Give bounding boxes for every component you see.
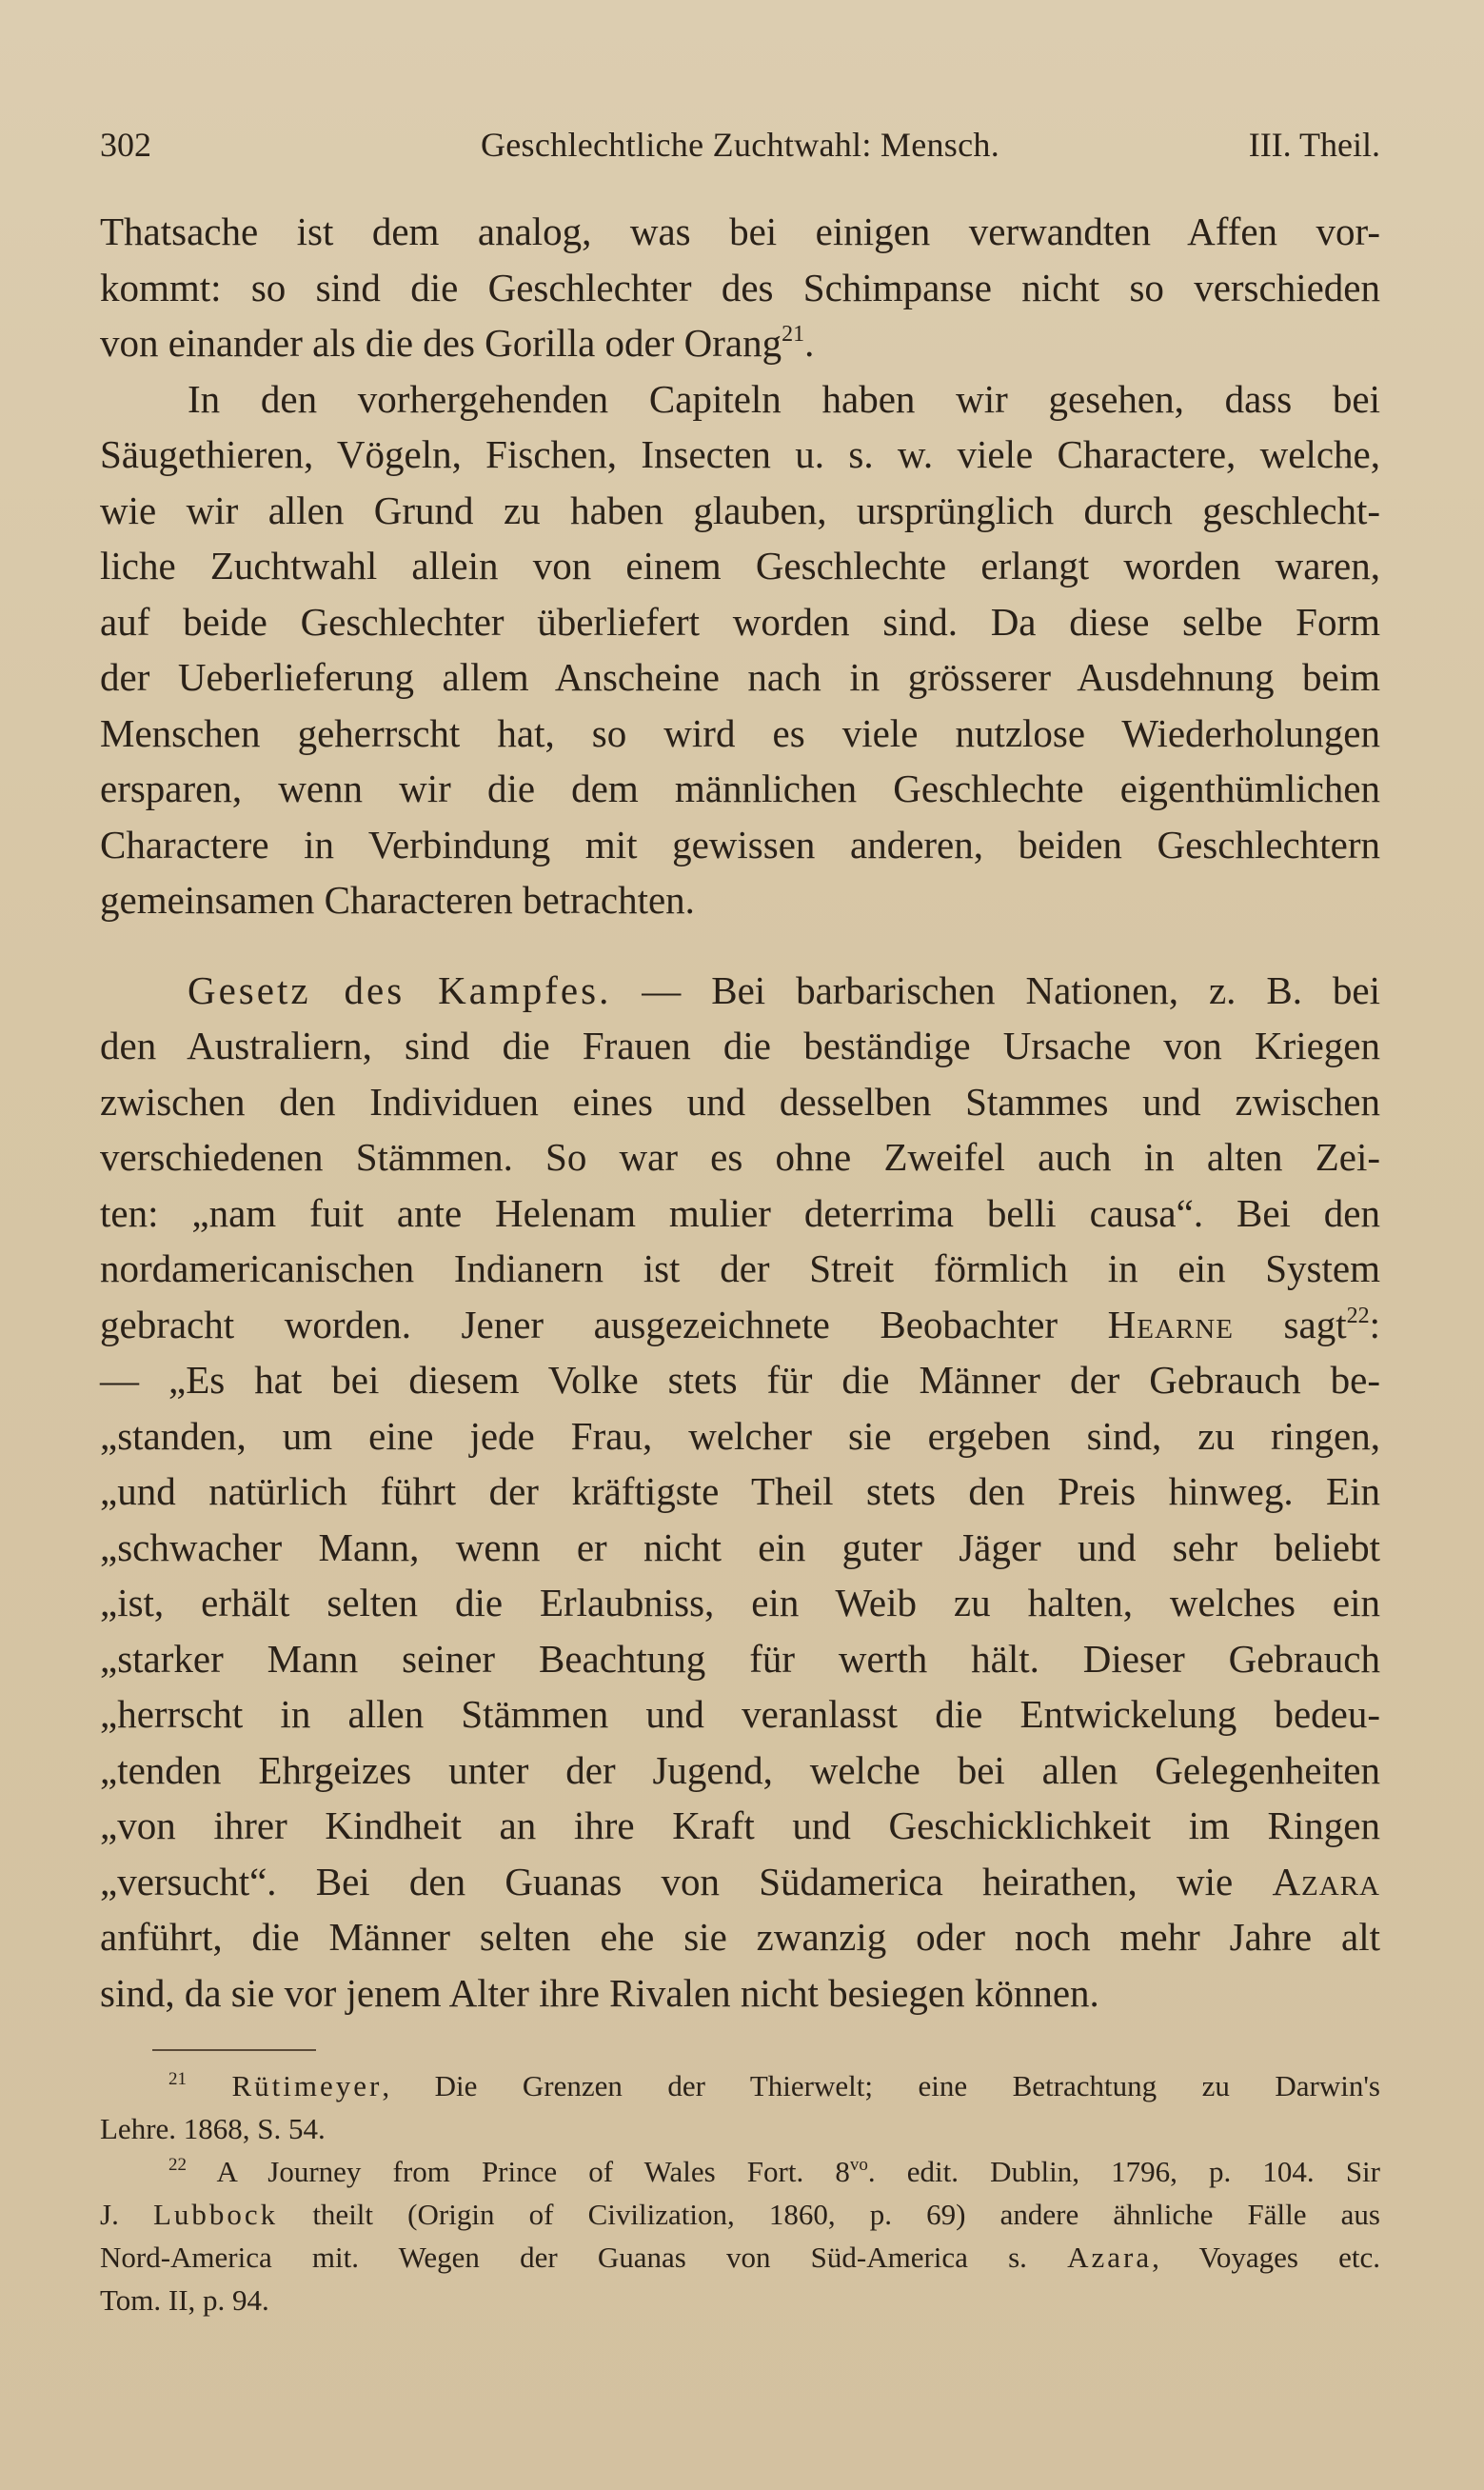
text-line: von einander als die des Gorilla oder Orang$^{21}$. bbox=[100, 321, 815, 365]
text-line: der Ueberlieferung allem Anscheine nach in grösserer Ausdehnung beim bbox=[100, 655, 1380, 699]
text-line: ten: „nam fuit ante Helenam mulier deterrima belli causa“. Bei den bbox=[100, 1190, 1380, 1235]
footnote-21 bbox=[100, 2064, 1380, 2150]
text-line: Charactere in Verbindung mit gewissen anderen, beiden Geschlechtern bbox=[100, 822, 1380, 867]
text-line: „von ihrer Kindheit an ihre Kraft und Geschicklichkeit im Ringen bbox=[100, 1803, 1380, 1847]
text-line: „starker Mann seiner Beachtung für werth hält. Dieser Gebrauch bbox=[100, 1636, 1380, 1681]
text-line: In den vorhergehenden Capiteln haben wir gesehen, dass bei bbox=[188, 376, 1380, 421]
author-name: Rütimeyer bbox=[231, 2069, 383, 2102]
text-line: verschiedenen Stämmen. So war es ohne Zweifel auch in alten Zei- bbox=[100, 1135, 1380, 1179]
footnote-line: Tom. II, p. 94. bbox=[100, 2283, 269, 2317]
section-heading: Gesetz des Kampfes. bbox=[188, 967, 612, 1012]
running-header bbox=[100, 122, 1380, 168]
footnote-rule bbox=[152, 2049, 316, 2051]
text-line: auf beide Geschlechter überliefert worden sind. Da diese selbe Form bbox=[100, 599, 1380, 644]
text-line: „schwacher Mann, wenn er nicht ein guter Jäger und sehr beliebt bbox=[100, 1524, 1380, 1569]
text-line: sind, da sie vor jenem Alter ihre Rivalen nicht besiegen können. bbox=[100, 1970, 1099, 2015]
text-line: Gesetz des Kampfes. — Bei barbarischen Nationen, z. B. bei bbox=[188, 967, 1380, 1012]
page-number: 302 bbox=[100, 126, 151, 164]
text-line: zwischen den Individuen eines und desselben Stammes und zwischen bbox=[100, 1079, 1380, 1124]
footnote-line: J. Lubbock theilt (Origin of Civilization, 1860, p. 69) andere ähnliche Fälle aus bbox=[100, 2198, 1380, 2231]
paragraph-2 bbox=[100, 371, 1380, 928]
text-line: gemeinsamen Characteren betrachten. bbox=[100, 878, 695, 922]
author-name: Hearne bbox=[1107, 1302, 1234, 1346]
text-line: „herrscht in allen Stämmen und veranlasst die Entwickelung bedeu- bbox=[100, 1692, 1380, 1736]
footnote-marker: 21 bbox=[168, 2069, 187, 2089]
text-line: — „Es hat bei diesem Volke stets für die Männer der Gebrauch be- bbox=[100, 1358, 1380, 1402]
text-line: kommt: so sind die Geschlechter des Schimpanse nicht so verschieden bbox=[100, 265, 1380, 309]
text-line: Thatsache ist dem analog, was bei einigen verwandten Affen vor- bbox=[100, 209, 1380, 253]
text-line: „ist, erhält selten die Erlaubniss, ein Weib zu halten, welches ein bbox=[100, 1581, 1380, 1624]
footnote-line: $^{22}$ A Journey from Prince of Wales Fort. $8^{vo}$. edit. Dublin, 1796, p. 104. Sir bbox=[168, 2155, 1380, 2188]
text-line: Menschen geherrscht hat, so wird es viele nutzlose Wiederholungen bbox=[100, 710, 1380, 755]
author-name: Azara bbox=[1272, 1859, 1380, 1903]
footnote-line: Nord-America mit. Wegen der Guanas von Süd-America s. Azara, Voyages etc. bbox=[100, 2241, 1381, 2274]
text-line: wie wir allen Grund zu haben glauben, ursprünglich durch geschlecht- bbox=[100, 488, 1380, 532]
part-label: III. Theil. bbox=[1248, 126, 1380, 164]
footnote-22 bbox=[100, 2150, 1380, 2321]
footnote-marker: 22 bbox=[168, 2155, 187, 2175]
footnote-ref-21: 21 bbox=[782, 322, 805, 347]
footnote-line: $^{21}$ Rütimeyer, Die Grenzen der Thierwelt; eine Betrachtung zu Darwin's bbox=[168, 2069, 1380, 2102]
text-line: „versucht“. Bei den Guanas von Südamerica heirathen, wie Azara bbox=[100, 1859, 1380, 1903]
author-name: Azara bbox=[1067, 2241, 1153, 2274]
footnote-line: Lehre. 1868, S. 54. bbox=[100, 2112, 326, 2145]
paragraph-3 bbox=[100, 963, 1380, 2022]
text-line: Säugethieren, Vögeln, Fischen, Insecten u. s. w. viele Charactere, welche, bbox=[100, 432, 1380, 476]
text-line: nordamericanischen Indianern ist der Streit förmlich in ein System bbox=[100, 1246, 1380, 1290]
paragraph-1 bbox=[100, 204, 1380, 371]
footnote-ref-22: 22 bbox=[1346, 1303, 1370, 1328]
running-title: Geschlechtliche Zuchtwahl: Mensch. bbox=[480, 126, 999, 164]
main-text bbox=[100, 204, 1380, 2021]
text-line: gebracht worden. Jener ausgezeichnete Beobachter Hearne sagt$^{22}$: bbox=[100, 1302, 1381, 1346]
text-line: liche Zuchtwahl allein von einem Geschlechte erlangt worden waren, bbox=[100, 544, 1380, 588]
footnotes bbox=[100, 2064, 1380, 2321]
text-line: „standen, um eine jede Frau, welcher sie ergeben sind, zu ringen, bbox=[100, 1413, 1380, 1458]
text-line: „und natürlich führt der kräftigste Theil stets den Preis hinweg. Ein bbox=[100, 1469, 1380, 1513]
text-line: „tenden Ehrgeizes unter der Jugend, welche bei allen Gelegenheiten bbox=[100, 1747, 1380, 1792]
author-name: Lubbock bbox=[152, 2198, 279, 2231]
text-line: anführt, die Männer selten ehe sie zwanzig oder noch mehr Jahre alt bbox=[100, 1915, 1380, 1959]
text-line: ersparen, wenn wir die dem männlichen Geschlechte eigenthümlichen bbox=[100, 767, 1380, 810]
text-line: den Australiern, sind die Frauen die beständige Ursache von Kriegen bbox=[100, 1024, 1380, 1067]
